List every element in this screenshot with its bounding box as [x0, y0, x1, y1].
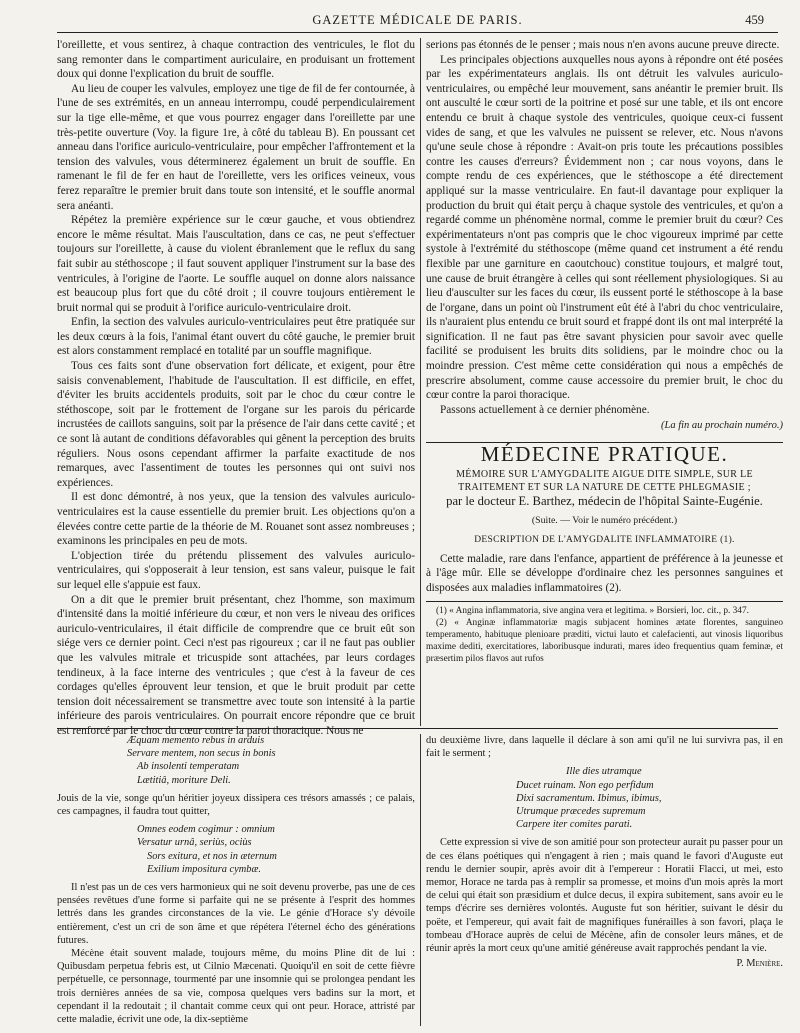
paragraph: Les principales objections auxquelles nous ayons à répondre ont été posées par les expérimentateurs anglais. Ils ont détruit les valvules auriculo-ventriculaires, ou empêché leur mouvement, sans anéantir le premier bruit. Ils ont ausculté le cœur sorti de la poitrine et posé sur une table, et ils ont encore entendu ce bruit à chaque systole des ventricules, quoique ceux-ci fussent vides de sang, et que les valvules ne puissent se relever, etc. Nous n'avons qu'une seule chose à répondre : Avait-on pris toute les précautions possibles contre les causes d'erreurs? Évidemment non ; car nous voyons, dans le compte rendu de ces expériences, que le stéthoscope a été directement appliqué sur la masse ventriculaire. En faut-il davantage pour expliquer la production du bruit qui était perçu à chaque systole des ventricules, et qu'on a regardé comme un phénomène normal, comme le premier bruit du cœur? Ces expérimentateurs n'ont pas compris que le choc vigoureux imprimé par cette systole à l'extrémité du stéthoscope (même quand cet instrument a été rendu flexible par une garniture en caoutchouc) constitue toujours, et malgré tout, une cause de bruit étrangère à celles qui sont réellement physiologiques. Si au lieu d'ausculter sur les faces du cœur, ils eussent porté le stéthoscope à la base de l'organe, dans un point où l'instrument eût été à l'abri du choc ventriculaire, ils n'auraient plus entendu ce bruit sourd et frappé dont ils ont mal interprété la signification. Il ne faut pas être savant physicien pour savoir avec quelle facilité se produisent les bruits dits solidiens, par le moindre choc ou la moindre pression. C'est même cette considération qui nous a empêchés de prescrire absolument, comme cause accessoire du premier bruit, le choc du cœur contre la paroi thoracique.	[426, 53, 783, 402]
verse-line: Utrumque præcedes supremum	[516, 806, 646, 818]
latin-verse	[137, 823, 415, 876]
verse-line: Ab insolenti temperatam	[137, 761, 240, 773]
feuilleton-right-column	[426, 734, 783, 1026]
verse-line: Servare mentem, non secus in bonis	[127, 748, 276, 760]
verse-line: Sors exitura, et nos in æternum	[147, 850, 277, 862]
left-column	[57, 38, 415, 737]
page-header	[57, 10, 778, 34]
page-number: 459	[745, 13, 764, 27]
verse-line: Lætitiâ, moriture Deli.	[137, 774, 231, 786]
feuilleton-left-column	[57, 734, 415, 1026]
verse-line: Carpere iter comites parati.	[516, 819, 633, 831]
paragraph: Cette maladie, rare dans l'enfance, appartient de préférence à la jeunesse et à l'âge mûr. Elle se développe d'ordinaire chez les personnes sanguines et disposées aux maladies inflammatoires (2).	[426, 552, 783, 594]
footnote: (1) « Angina inflammatoria, sive angina vera et legitima. » Borsieri, loc. cit., p. 347.	[436, 605, 749, 616]
paragraph: du deuxième livre, dans laquelle il déclare à son ami qu'il ne lui survivra pas, il en fait le serment ;	[426, 735, 783, 760]
column-divider	[420, 38, 421, 726]
journal-title: GAZETTE MÉDICALE DE PARIS.	[312, 13, 523, 27]
paragraph: On a dit que le premier bruit présentant, chez l'homme, son maximum d'intensité dans la moitié inférieure du cœur, et non vers le niveau des orifices auriculo-ventriculaires, il était difficile de comprendre que ce bruit eût son siége vers ce dernier point. Ceci n'est pas rigoureux ; car il ne faut pas oublier que les valvules mitrale et tricuspide sont attachées, par leurs cordages tendineux, à la face interne des ventricules ; que c'est à la faveur de ces cordages qu'elles éprouvent leur tension, et que le bruit produit par cette tension doit nécessairement se transmettre avec toute son intensité à la partie inférieure des parois ventriculaires. On pourrait encore répondre que ce bruit est renforcé par le choc du cœur contre la paroi thoracique. Nous ne	[57, 593, 415, 737]
latin-verse	[127, 734, 415, 787]
signature: P. Menière.	[736, 958, 783, 970]
suite-note: (Suite. — Voir le numéro précédent.)	[531, 514, 678, 526]
paragraph: L'objection tirée du prétendu plissement des valvules auriculo-ventriculaires, qui s'opposerait à leur tension, est sans valeur, puisque le fait sur lequel elle s'appuie est faux.	[57, 549, 415, 591]
footnote: (2) « Anginæ inflammatoriæ magis subjacent homines ætate florentes, sanguineo temperamento, habituque plenioare præditi, victui lauto et calefacienti, aut vinosis liquoribus maxime dediti, exercitatiores, laboribusque indurati, mares ideo frequentius quam feminæ, et præsertim pilos flavos aut rufos	[426, 617, 783, 664]
verse-line: Ducet ruinam. Non ego perfidum	[516, 779, 654, 791]
paragraph: Répétez la première expérience sur le cœur gauche, et vous obtiendrez encore le même résultat. Mais l'auscultation, dans ce cas, ne peut s'effectuer toujours sur l'oreillette, à cause du violent ébranlement que le reflux du sang fait subir au stéthoscope ; il faut souvent appliquer l'instrument sur la base des ventricules, à l'origine de l'aorte. Le souffle auquel on donne alors naissance est beaucoup plus fort que du côté droit ; il couvre toujours entièrement le bruit normal qui se produit à l'orifice auriculo-ventriculaire droit.	[57, 214, 415, 314]
paragraph: Cette expression si vive de son amitié pour son protecteur aurait pu passer pour un de ces élans poétiques qui n'engagent à rien ; mais quand le favori d'Auguste eut rendu le dernier soupir, après avoir dit à l'empereur : Horatii Flacci, ut mei, esto memor, Horace ne tarda pas à remplir sa promesse, et moins d'un mois après la mort de celui qui était son præsidium et dulce decus, il expira subitement, sans avoir eu le temps d'écrire ses dernières volontés. Auguste fut son héritier, suivant le désir du poëte, et l'empereur, qui avait fait de magnifiques funérailles à son favori, plaça le tombeau d'Horace auprès de celui de Mécène, afin de consoler leurs mânes, et de réunir après la mort ceux qu'une amitié généreuse avait rapprochés pendant la vie.	[426, 837, 783, 955]
paragraph: serions pas étonnés de le penser ; mais nous n'en avons aucune preuve directe.	[426, 39, 780, 51]
paragraph: Tous ces faits sont d'une observation fort délicate, et exigent, pour être saisis convenablement, l'habitude de l'auscultation. Il est difficile, en effet, d'éviter les bruits accidentels produits, soit par le choc du cœur contre le stéthoscope, soit par le frottement de l'organe sur les parois du péricarde incrustées de caillots sanguins, soit par la présence de l'air dans cette cavité ; et ce sont là autant de conditions défavorables qui gênent la perception des bruits réguliers. Nous osons cependant affirmer la parfaite exactitude de nos remarques, avec l'assentiment de toutes les personnes qui ont suivi nos expériences.	[57, 360, 415, 489]
verse-line: Dixi sacramentum. Ibimus, ibimus,	[516, 792, 662, 804]
paragraph: Il est donc démontré, à nos yeux, que la tension des valvules auriculo-ventriculaires est la cause essentielle du premier bruit. Les objections qu'on a élevées contre cette partie de la théorie de M. Rouanet sont assez nombreuses ; examinons les principales en peu de mots.	[57, 491, 415, 548]
verse-line: Versatur urnâ, seriùs, ociùs	[137, 837, 252, 849]
verse-line: Exilium impositura cymbæ.	[147, 863, 261, 875]
paragraph: Mécène était souvent malade, toujours même, du moins Pline dit de lui : Quibusdam perpetua febris est, ut Cilnio Mæcenati. Quoiqu'il en soit de cette fièvre perpétuelle, ce personnage, tourmenté par une insomnie qui se prolongea pendant les trois dernières années de sa vie, composa quelques vers badins sur la mort, et cependant il la redoutait ; il chantait comme ceux qui ont peur. Horace, attristé par cette maladie, écrivit une ode, la dix-septième	[57, 948, 415, 1026]
right-column	[426, 38, 783, 726]
feuilleton-rule	[57, 728, 778, 729]
continued-note: (La fin au prochain numéro.)	[660, 420, 783, 432]
memoire-title: MÉMOIRE SUR L'AMYGDALITE AIGUE DITE SIMPLE, SUR LE TRAITEMENT ET SUR LA NATURE DE CETTE PHLEGMASIE ;	[456, 468, 753, 493]
verse-line: Æquam memento rebus in arduis	[127, 735, 265, 746]
paragraph: Enfin, la section des valvules auriculo-ventriculaires peut être pratiquée sur les deux cœurs à la fois, l'animal étant ouvert du côté gauche, le premier bruit est alors constamment remplacé en totalité par un souffle magnifique.	[57, 316, 415, 358]
verse-line: Ille dies utramque	[566, 766, 642, 778]
description-heading: DESCRIPTION DE L'AMYGDALITE INFLAMMATOIRE (1).	[474, 535, 735, 546]
paragraph: Jouis de la vie, songe qu'un héritier joyeux dissipera ces trésors amassés ; ce palais, ces campagnes, il faudra tout quitter,	[57, 792, 415, 818]
paragraph: Il n'est pas un de ces vers harmonieux qui ne soit devenu proverbe, pas une de ces pensées revêtues d'une forme si parfaite qui ne se présente à l'esprit des hommes lettrés dans les grandes circonstances de la vie. Le génie d'Horace s'y dévoile entièrement, c'est un cri de son âme et que répétera l'éternel écho des générations futures.	[57, 882, 415, 946]
paragraph: Passons actuellement à ce dernier phénomène.	[440, 403, 650, 416]
column-divider	[420, 734, 421, 1026]
author-line: par le docteur E. Barthez, médecin de l'hôpital Sainte-Eugénie.	[446, 493, 763, 508]
latin-verse	[516, 765, 783, 831]
header-rule	[57, 32, 778, 33]
verse-line: Omnes eodem cogimur : omnium	[137, 824, 275, 836]
section-title: MÉDECINE PRATIQUE.	[480, 442, 729, 467]
paragraph: l'oreillette, et vous sentirez, à chaque contraction des ventricules, le flot du sang remonter dans le compartiment auriculaire, en produisant un frottement doux qui donne l'explication du bruit de souffle.	[57, 39, 415, 81]
paragraph: Au lieu de couper les valvules, employez une tige de fil de fer contournée, à l'une de ses extrémités, en un anneau interrompu, coudé perpendiculairement sur la tige elle-même, et que vous pourrez engager dans l'oreillette par une très-petite ouverture (Voy. la figure 1re, à côté du tableau B). En poussant cet anneau dans l'orifice auriculo-ventriculaire, pour empêcher l'affrontement et la tension des valvules, vous déterminerez également un bruit de souffle. En ramenant le fil de fer en haut de l'oreillette, vers les orifices veineux, vous ferez reparaître le premier bruit dans toute son intensité, et le souffle anormal sera anéanti.	[57, 82, 415, 212]
footnote-rule	[426, 601, 783, 602]
